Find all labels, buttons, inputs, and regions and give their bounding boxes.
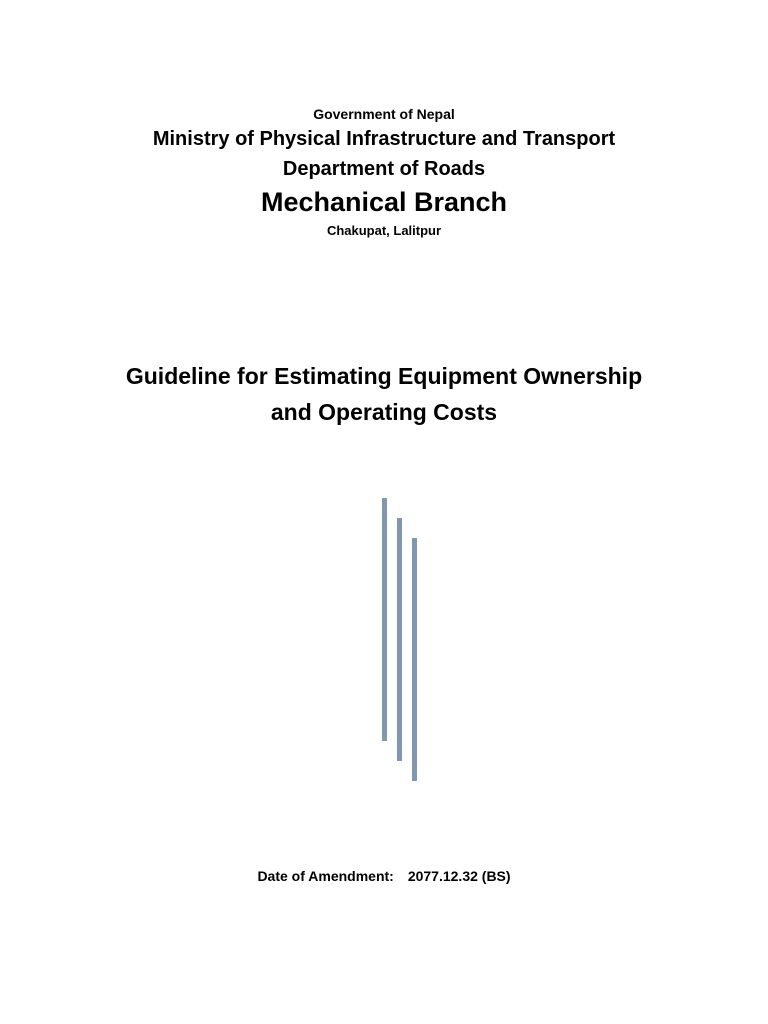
branch-location: Chakupat, Lalitpur: [326, 223, 442, 238]
decorative-bar-3: [412, 538, 417, 781]
document-title-line-2: and Operating Costs: [270, 399, 498, 425]
ministry-name: Ministry of Physical Infrastructure and Transport: [152, 128, 616, 150]
government-name: Government of Nepal: [313, 106, 455, 122]
amendment-date-value: 2077.12.32 (BS): [407, 868, 511, 884]
document-title: [0, 358, 768, 430]
department-name: Department of Roads: [282, 158, 486, 180]
document-title-line-1: Guideline for Estimating Equipment Ownership: [125, 363, 643, 389]
decorative-bar-1: [382, 498, 387, 741]
amendment-date: [0, 868, 768, 884]
branch-name: Mechanical Branch: [260, 187, 508, 217]
amendment-date-label: Date of Amendment:: [257, 868, 394, 884]
decorative-bar-2: [397, 518, 402, 761]
